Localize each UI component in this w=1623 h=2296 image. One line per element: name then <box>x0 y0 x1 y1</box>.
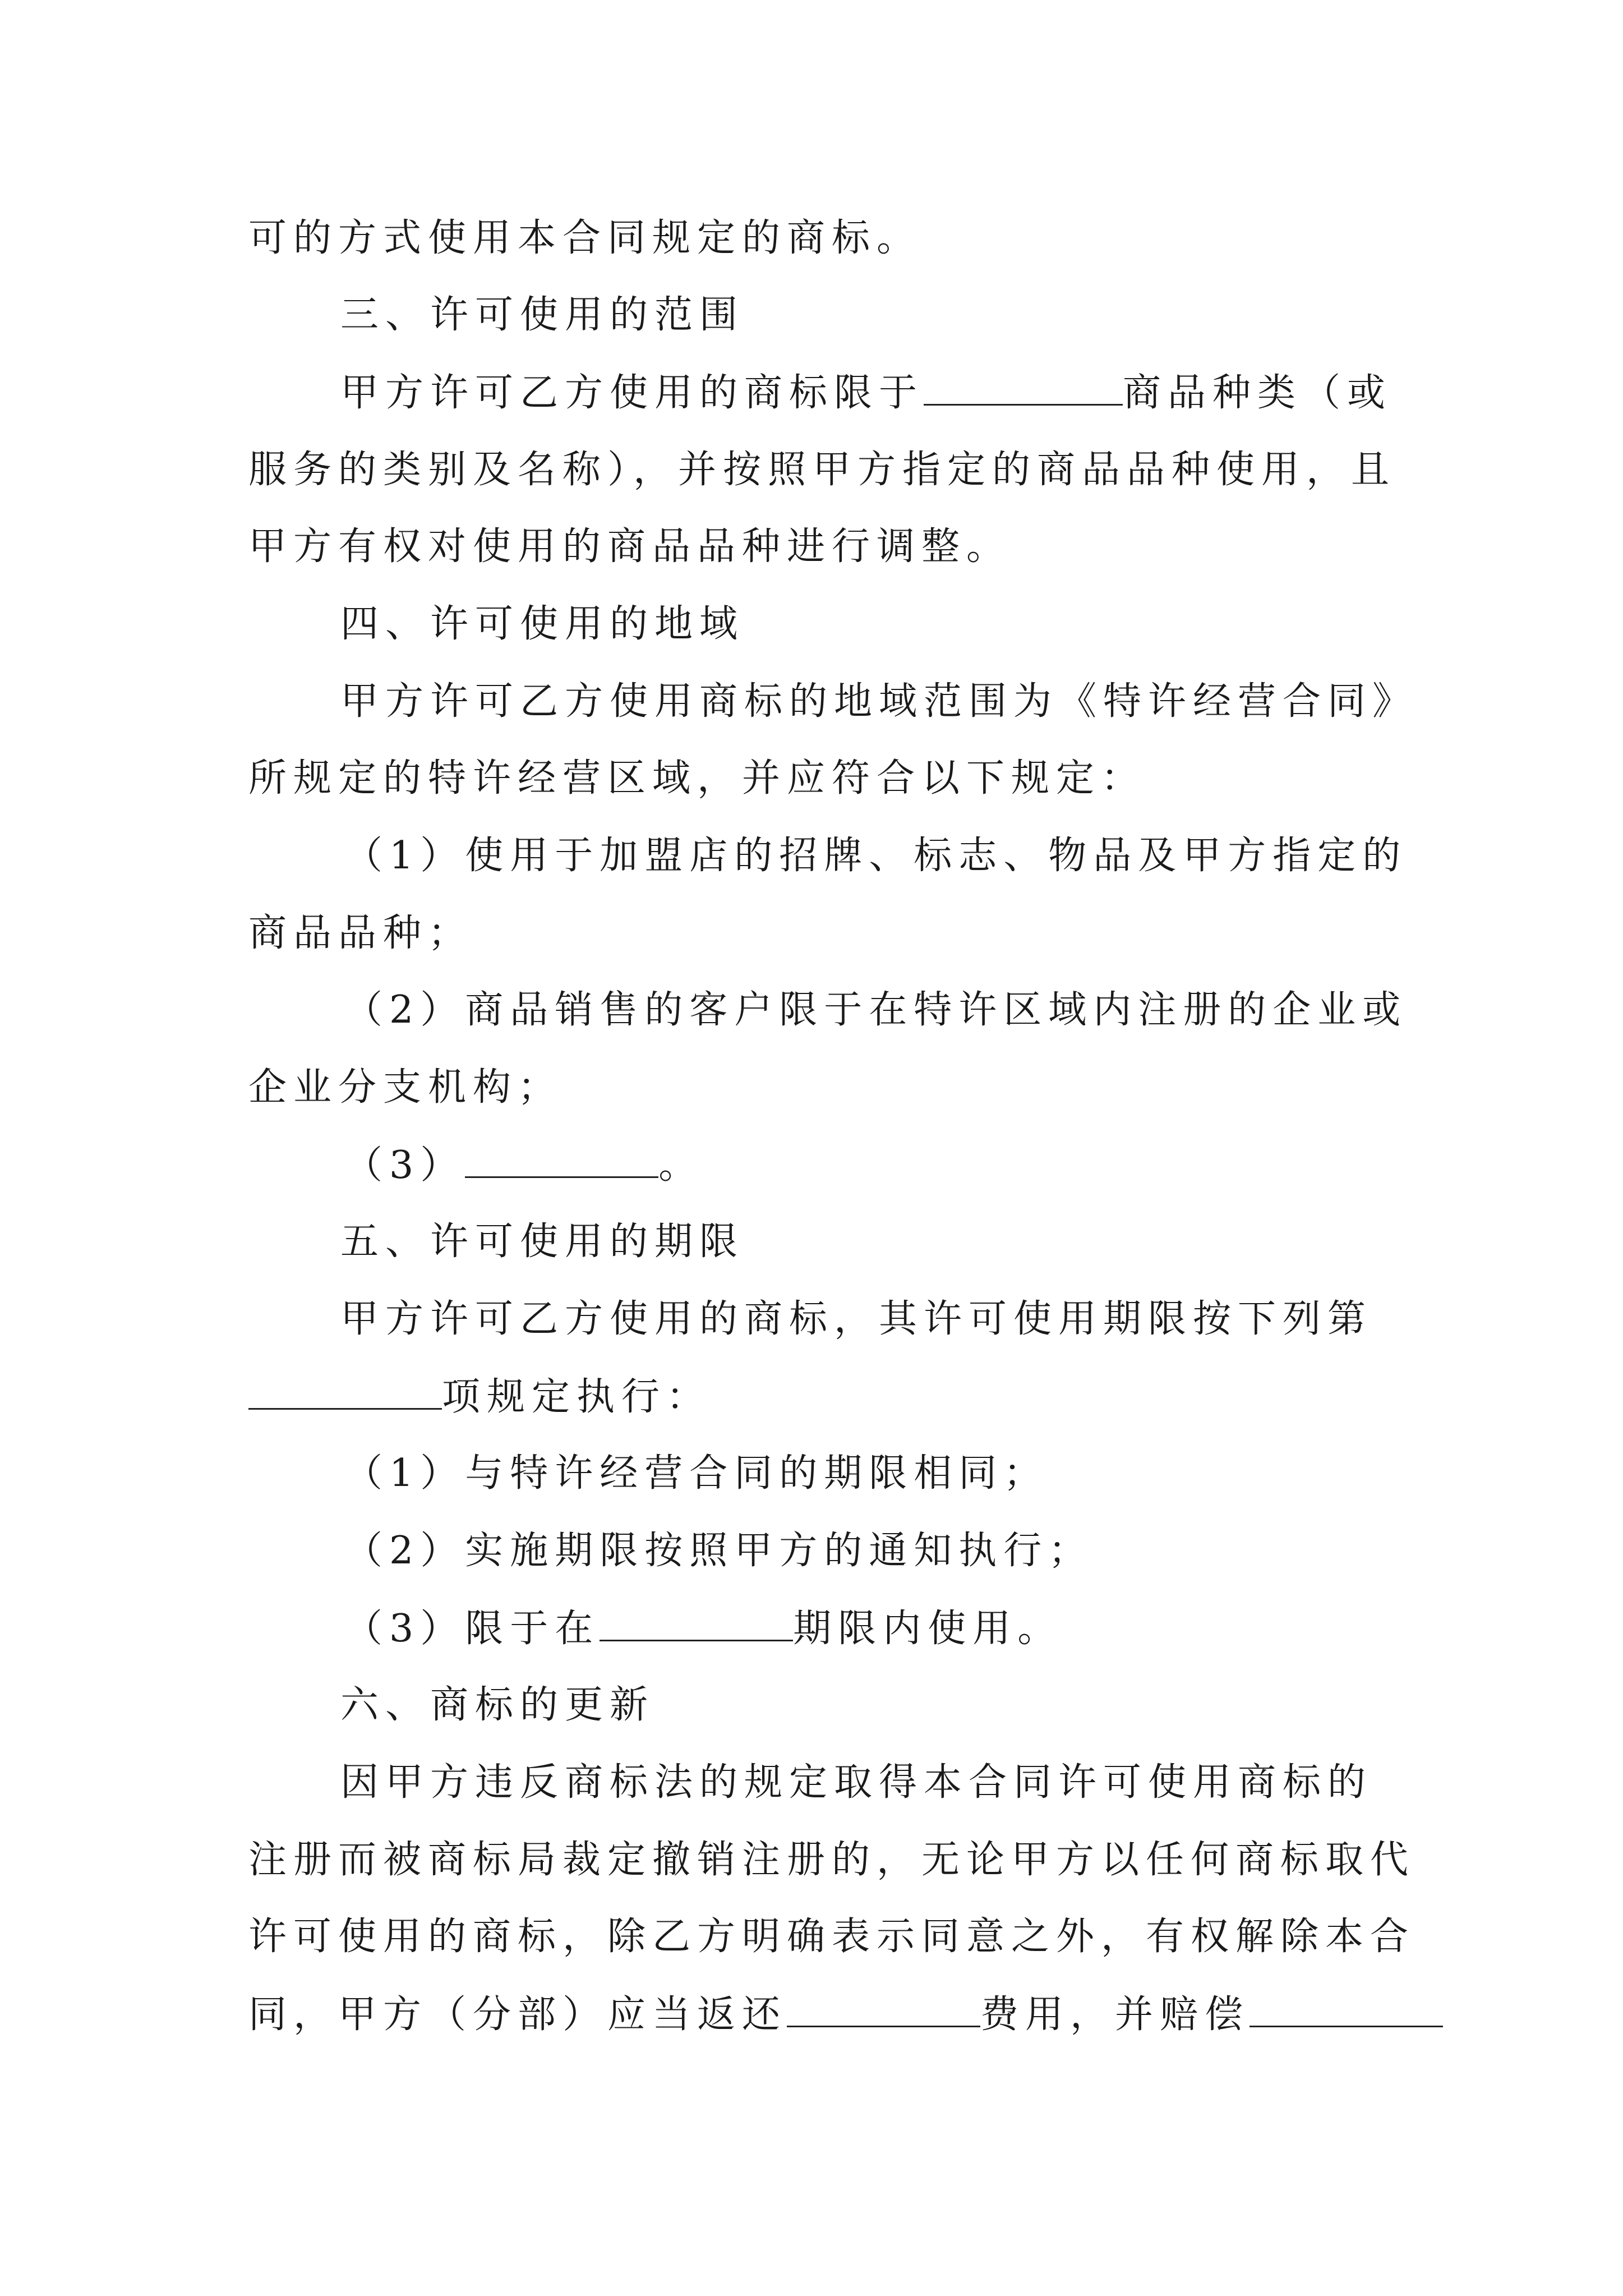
section-heading-6: 六、商标的更新 <box>340 1683 655 1727</box>
list-item: （1）使用于加盟店的招牌、标志、物品及甲方指定的 <box>344 834 1408 878</box>
paragraph-line: 甲方有权对使用的商品品种进行调整。 <box>248 524 1012 569</box>
paragraph-line: 所规定的特许经营区域，并应符合以下规定： <box>248 756 1146 800</box>
line-text: 甲方许可乙方使用的商标限于 <box>340 371 924 415</box>
paragraph-line: 甲方许可乙方使用商标的地域范围为《特许经营合同》 <box>340 679 1418 724</box>
line-text: 同，甲方（分部）应当返还 <box>248 1993 787 2037</box>
list-item: （2）实施期限按照甲方的通知执行； <box>344 1529 1094 1573</box>
paragraph-line: 企业分支机构； <box>248 1065 563 1110</box>
fill-in-blank <box>600 1606 793 1641</box>
paragraph-line <box>248 1992 1443 2037</box>
paragraph-line <box>340 370 1392 416</box>
paragraph-line: 可的方式使用本合同规定的商标。 <box>248 216 922 260</box>
line-text: 项规定执行： <box>442 1375 712 1419</box>
fill-in-blank <box>465 1143 658 1178</box>
paragraph-line: 许可使用的商标，除乙方明确表示同意之外，有权解除本合 <box>248 1915 1415 1959</box>
list-item: （1）与特许经营合同的期限相同； <box>344 1451 1049 1496</box>
section-heading-3: 三、许可使用的范围 <box>340 293 745 337</box>
paragraph-line <box>248 1374 711 1420</box>
line-text: （3）限于在 <box>344 1607 600 1651</box>
line-text: （3） <box>344 1143 465 1188</box>
list-item <box>344 1606 1062 1651</box>
section-heading-5: 五、许可使用的期限 <box>340 1220 745 1264</box>
fill-in-blank <box>248 1374 442 1410</box>
fill-in-blank <box>787 1992 980 2027</box>
paragraph-line: 商品品种； <box>248 911 473 955</box>
list-item <box>344 1143 703 1188</box>
paragraph-line: 注册而被商标局裁定撤销注册的，无论甲方以任何商标取代 <box>248 1838 1415 1882</box>
fill-in-blank <box>1249 1992 1443 2027</box>
line-text: 。 <box>658 1143 704 1188</box>
paragraph-line: 甲方许可乙方使用的商标，其许可使用期限按下列第 <box>340 1297 1373 1341</box>
line-text: 商品种类（或 <box>1123 371 1393 415</box>
line-text: 期限内使用。 <box>793 1607 1063 1651</box>
list-item: （2）商品销售的客户限于在特许区域内注册的企业或 <box>344 988 1408 1032</box>
fill-in-blank <box>924 370 1123 406</box>
line-text: 费用，并赔偿 <box>980 1993 1250 2037</box>
section-heading-4: 四、许可使用的地域 <box>340 602 745 646</box>
paragraph-line: 服务的类别及名称），并按照甲方指定的商品品种使用，且 <box>248 448 1396 492</box>
paragraph-line: 因甲方违反商标法的规定取得本合同许可使用商标的 <box>340 1760 1373 1805</box>
